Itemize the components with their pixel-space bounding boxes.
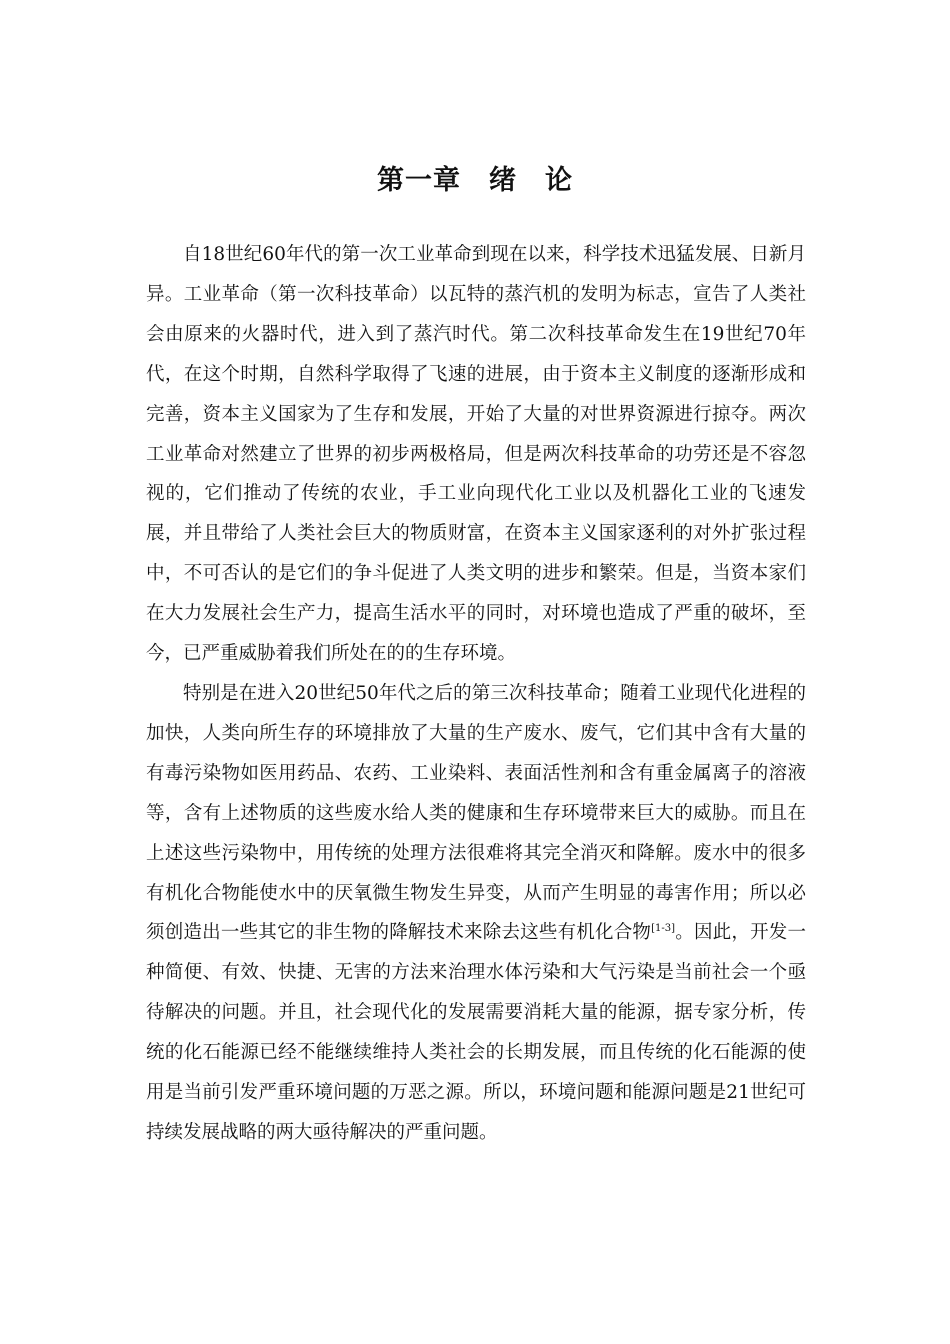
body-text xyxy=(146,235,806,1153)
paragraph-1: 自18世纪60年代的第一次工业革命到现在以来，科学技术迅猛发展、日新月异。工业革命（第一次科技革命）以瓦特的蒸汽机的发明为标志，宣告了人类社会由原来的火器时代，进入到了蒸汽时代。第二次科技革命发生在19世纪70年代，在这个时期，自然科学取得了飞速的进展，由于资本主义制度的逐渐形成和完善，资本主义国家为了生存和发展，开始了大量的对世界资源进行掠夺。两次工业革命对然建立了世界的初步两极格局，但是两次科技革命的功劳还是不容忽视的，它们推动了传统的农业，手工业向现代化工业以及机器化工业的飞速发展，并且带给了人类社会巨大的物质财富，在资本主义国家逐利的对外扩张过程中，不可否认的是它们的争斗促进了人类文明的进步和繁荣。但是，当资本家们在大力发展社会生产力，提高生活水平的同时，对环境也造成了严重的破坏，至今，已严重威胁着我们所处在的的生存环境。 xyxy=(146,244,806,665)
citation-reference: [1-3] xyxy=(651,923,676,935)
paragraph-2-text-after: 。因此，开发一种简便、有效、快捷、无害的方法来治理水体污染和大气污染是当前社会一个亟待解决的问题。并且，社会现代化的发展需要消耗大量的能源，据专家分析，传统的化石能源已经不能继续维持人类社会的长期发展，而且传统的化石能源的使用是当前引发严重环境问题的万恶之源。所以，环境问题和能源问题是21世纪可持续发展战略的两大亟待解决的严重问题。 xyxy=(146,922,806,1143)
chapter-title: 第一章 绪 论 xyxy=(377,165,573,196)
paragraph-2-text-before: 特别是在进入20世纪50年代之后的第三次科技革命；随着工业现代化进程的加快，人类向所生存的环境排放了大量的生产废水、废气，它们其中含有大量的有毒污染物如医用药品、农药、工业染料、表面活性剂和含有重金属离子的溶液等，含有上述物质的这些废水给人类的健康和生存环境带来巨大的威胁。而且在上述这些污染物中，用传统的处理方法很难将其完全消灭和降解。废水中的很多有机化合物能使水中的厌氧微生物发生异变，从而产生明显的毒害作用；所以必须创造出一些其它的非生物的降解技术来除去这些有机化合物 xyxy=(146,682,806,944)
paragraph-2 xyxy=(146,674,806,1153)
